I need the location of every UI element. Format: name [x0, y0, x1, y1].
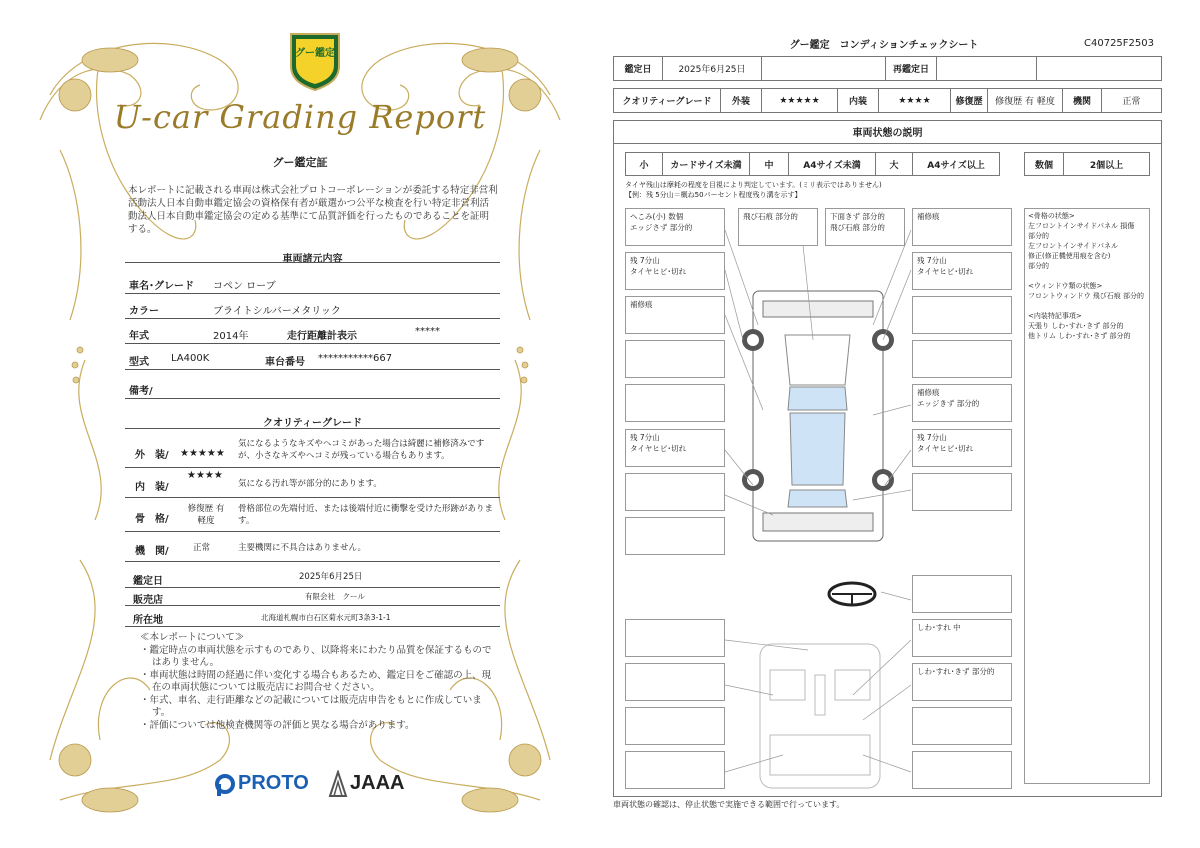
spec-row-name	[125, 272, 500, 294]
quality-desc: 主要機関に不具合はありません。	[238, 543, 367, 553]
damage-box-front-left: へこみ(小) 数個 エッジさず 部分的	[625, 208, 725, 246]
exterior-stars: ★★★★★	[180, 448, 225, 459]
exterior-label: 外装	[720, 88, 762, 113]
size-small-label: 小	[625, 152, 663, 176]
size-large-label: 大	[875, 152, 913, 176]
quality-label: 外 装/	[135, 450, 169, 461]
spec-row-color	[125, 297, 500, 319]
date-label: 鑑定日	[133, 576, 163, 587]
quality-label: 骨 格/	[135, 514, 169, 525]
spec-label: カラー	[129, 306, 159, 317]
jaaa-logo-text: JAAA	[350, 772, 405, 794]
frame-value: 修復歴 有 軽度	[187, 504, 225, 526]
interior-stars: ★★★★	[878, 88, 951, 113]
spec-value: ***********667	[318, 353, 393, 364]
quality-row-engine	[125, 534, 500, 562]
size-mid-desc: A4サイズ未満	[788, 152, 876, 176]
repair-history-value: 修復歴 有 軽度	[987, 88, 1063, 113]
count-label: 数個	[1024, 152, 1064, 176]
note-item: ・鑑定時点の車両状態を示すものであり、以降将来にわたり品質を保証するものではありません。	[140, 644, 492, 668]
spec-value: 2014年	[213, 331, 249, 342]
exterior-stars: ★★★★★	[761, 88, 838, 113]
tire-box-front-right: 残 7分山 タイヤヒビ･切れ	[912, 252, 1012, 290]
empty-cell	[761, 56, 886, 81]
spec-label: 備考/	[129, 386, 153, 397]
tire-note-example: 【例：残 5分山＝概ね50パーセント程度残り溝を示す】	[625, 191, 802, 199]
size-mid-label: 中	[749, 152, 789, 176]
appraisal-date-label: 鑑定日	[613, 56, 663, 81]
sheet-footer-note: 車両状態の確認は、停止状態で実施できる範囲で行っています。	[613, 800, 845, 809]
shop-label: 販売店	[133, 595, 163, 606]
quality-grade-label: クオリティーグレード	[613, 88, 721, 113]
sheet-code: C40725F2503	[1084, 38, 1154, 49]
jaaa-logo-icon	[328, 770, 348, 798]
engine-label: 機関	[1062, 88, 1102, 113]
specs-heading: 車両諸元内容	[282, 254, 343, 265]
proto-logo-text: PROTO	[238, 772, 309, 794]
quality-label: 内 装/	[135, 482, 169, 493]
spec-row-model	[125, 348, 500, 370]
note-item: ・年式、車名、走行距離などの記載については販売店申告をもとに作成しています。	[140, 694, 482, 718]
leader-lines	[613, 200, 1033, 800]
goo-kantei-badge-icon	[287, 30, 343, 92]
size-small-desc: カードサイズ未満	[662, 152, 750, 176]
reappraisal-date-label: 再鑑定日	[885, 56, 937, 81]
quality-desc: 気になるようなキズやヘコミがあった場合は綺麗に補修済みですが、小さなキズやヘコミが残っている場合もあります。	[238, 439, 485, 461]
quality-heading: クオリティーグレード	[263, 418, 362, 429]
quality-desc: 骨格部位の先端付近、または後端付近に衝撃を受けた形跡があります。	[238, 504, 494, 526]
damage-box-front-top: 飛び石痕 部分的	[738, 208, 818, 246]
interior-label: 内装	[837, 88, 879, 113]
reappraisal-date-value	[936, 56, 1037, 81]
spec-value: ブライトシルバーメタリック	[213, 306, 341, 317]
quality-desc: 気になる汚れ等が部分的にあります。	[238, 479, 382, 489]
badge-label: グー鑑定	[295, 48, 335, 59]
report-title: U-car Grading Report	[113, 98, 487, 136]
spec-row-remarks	[125, 374, 500, 399]
divider	[125, 428, 500, 429]
tire-box-front-left: 残 7分山 タイヤヒビ･切れ	[625, 252, 725, 290]
note-item: ・評価については他検査機関等の評価と異なる場合があります。	[140, 719, 415, 731]
note-item: ・車両状態は時間の経過に伴い変化する場合もあるため、鑑定日をご確認の上、現在の車両状態については販売店にお問合せください。	[140, 669, 492, 693]
spec-value: *****	[415, 326, 440, 337]
date-row	[125, 566, 500, 588]
spec-value: コペン ローブ	[213, 281, 276, 292]
quality-row-interior	[125, 470, 500, 498]
report-notes	[140, 632, 495, 732]
repair-history-label: 修復歴	[950, 88, 988, 113]
interior-box-right-2: しわ･すれ･きず 部分的	[912, 663, 1012, 701]
quality-label: 機 関/	[135, 546, 169, 557]
notes-heading: ≪本レポートについて≫	[140, 632, 245, 643]
spec-value: LA400K	[171, 353, 210, 364]
damage-box-left-1: 補修痕	[625, 296, 725, 334]
sheet-title: グー鑑定 コンディションチェックシート	[789, 40, 979, 51]
spec-label: 型式	[129, 357, 149, 368]
damage-box-front-right: 補修痕	[912, 208, 1012, 246]
count-desc: 2個以上	[1063, 152, 1150, 176]
damage-box-front-under: 下面きず 部分的 飛び石痕 部分的	[825, 208, 905, 246]
certificate-intro: 本レポートに記載される車両は株式会社プロトコーポレーションが委託する特定非営利活動法人日本自動車鑑定協会の資格保有者が厳選かつ公平な検査を行い特定非営利活動法人日本自動車鑑定協会の定める基準にて品質評価を行ったものであることを証明する。	[128, 185, 498, 235]
damage-box-right-3: 補修痕 エッジきず 部分的	[912, 384, 1012, 422]
spec-row-year	[125, 322, 500, 344]
address-row	[125, 607, 500, 627]
spec-label: 走行距離計表示	[287, 331, 357, 342]
divider	[125, 262, 500, 263]
remarks-text: <骨格の状態> 左フロントインサイドパネル 損傷 部分的 左フロントインサイドパネル 修正(修正機使用痕を含む) 部分的 <ウィンドウ類の状態> フロントウィンドウ 飛び石痕 部分的 <内装特記事項> 天張り しわ･すれ･きず 部分的 他トリム しわ･すれ･きず 部分的	[1028, 212, 1145, 340]
address-value: 北海道札幌市白石区菊水元町3条3-1-1	[261, 613, 391, 622]
tire-box-rear-right: 残 7分山 タイヤヒビ･切れ	[912, 429, 1012, 467]
date-value: 2025年6月25日	[299, 572, 363, 582]
interior-box-right-1: しわ･すれ 中	[912, 619, 1012, 657]
tire-note: タイヤ残山は摩耗の程度を目視により判定しています。(ミリ表示ではありません)	[625, 181, 882, 189]
engine-value: 正常	[193, 543, 211, 553]
proto-logo-icon	[214, 773, 236, 797]
appraisal-date-value: 2025年6月25日	[662, 56, 762, 81]
engine-value: 正常	[1101, 88, 1162, 113]
size-large-desc: A4サイズ以上	[912, 152, 1000, 176]
shop-row	[125, 588, 500, 606]
tire-box-rear-left: 残 7分山 タイヤヒビ･切れ	[625, 429, 725, 467]
quality-row-exterior	[125, 436, 500, 468]
certificate-heading: グー鑑定証	[272, 156, 328, 169]
empty-cell	[1036, 56, 1162, 81]
interior-stars: ★★★★	[187, 470, 223, 481]
spec-label: 年式	[129, 331, 149, 342]
address-label: 所在地	[133, 615, 163, 626]
quality-row-frame	[125, 500, 500, 532]
condition-section-title: 車両状態の説明	[613, 120, 1162, 144]
shop-value: 有限会社 クール	[305, 592, 365, 601]
spec-label: 車名･グレード	[129, 281, 194, 292]
spec-label: 車台番号	[265, 357, 305, 368]
